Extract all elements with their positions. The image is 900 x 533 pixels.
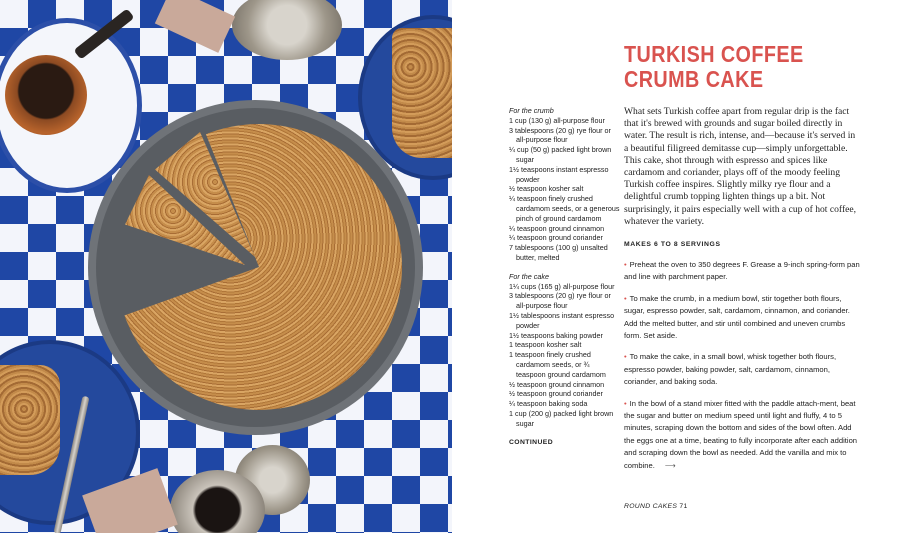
bullet-icon: • (624, 260, 627, 269)
ingredient-item: ¼ teaspoon ground coriander (509, 233, 603, 243)
ingredient-item: 1½ tablespoons instant espresso powder (509, 310, 615, 330)
step-1 (624, 259, 860, 284)
step-text: Preheat the oven to 350 degrees F. Grease a 9-inch spring-form pan and line with parchment paper. (624, 260, 860, 282)
ingredient-item: 1¼ cups (165 g) all-purpose flour (509, 281, 615, 291)
coffee-pot (5, 55, 87, 135)
bullet-icon: • (624, 352, 627, 362)
page-number: 71 (679, 503, 688, 510)
ingredient-item: 1 cup (200 g) packed light brown sugar (509, 408, 614, 428)
recipe-page (452, 0, 900, 533)
bullet-icon: • (624, 293, 627, 303)
step-4 (624, 398, 860, 472)
ingredient-item: ¼ teaspoon finely crushed cardamom seeds, or a generous pinch of ground cardamom (509, 194, 620, 223)
cake-slice-top-right (392, 28, 452, 158)
method-steps (624, 259, 860, 481)
ingredient-item: 1 teaspoon finely crushed cardamom seeds, or ¾ teaspoon ground cardamom (509, 350, 606, 379)
crumb-heading: For the crumb (509, 106, 554, 115)
ingredient-item: ½ teaspoon ground coriander (509, 389, 603, 399)
recipe-title (624, 42, 804, 92)
ingredient-list (509, 106, 621, 447)
title-line-1: TURKISH COFFEE (624, 41, 804, 67)
ingredient-item: 3 tablespoons (20 g) rye flour or all-purpose flour (509, 125, 611, 145)
linen-napkin (155, 0, 235, 53)
section-name: ROUND CAKES (624, 503, 678, 510)
cake-heading: For the cake (509, 271, 549, 281)
continue-arrow-icon: ⟶ (664, 460, 676, 470)
step-text: In the bowl of a stand mixer fitted with the paddle attach-ment, beat the sugar and butter on medium speed until light and fluffy, 4 to 5 minutes, scraping down the bottom and sides of the bowl often. Add the eggs one at a time, beating to fully incorporate after each addition and scraping down the bowl as needed. Add the vanilla and mix to combine. (624, 398, 858, 470)
cake-slice-bottom-left (0, 365, 60, 475)
step-2 (624, 293, 860, 343)
silver-cup-top (232, 0, 342, 60)
step-text: To make the cake, in a small bowl, whisk together both flours, espresso powder, baking powder, salt, cardamom, cinnamon, coriander, and baking soda. (624, 352, 837, 387)
ingredient-item: 1½ teaspoons instant espresso powder (509, 164, 609, 184)
step-3 (624, 351, 860, 388)
ingredient-item: 3 tablespoons (20 g) rye flour or all-purpose flour (509, 291, 611, 311)
servings: MAKES 6 TO 8 SERVINGS (624, 241, 721, 248)
bullet-icon: • (624, 398, 627, 408)
ingredient-item: ½ teaspoon ground cinnamon (509, 379, 605, 389)
title-line-2: CRUMB CAKE (624, 66, 764, 92)
ingredient-item: ¼ cup (50 g) packed light brown sugar (509, 145, 612, 164)
ingredient-item: 1 teaspoon kosher salt (509, 340, 582, 350)
ingredient-item: 1 cup (130 g) all-purpose flour (509, 115, 605, 125)
ingredient-item: 7 tablespoons (100 g) unsalted butter, melted (509, 243, 608, 262)
ingredient-item: ½ teaspoon kosher salt (509, 184, 584, 194)
step-text: To make the crumb, in a medium bowl, stir together both flours, sugar, espresso powder, salt, cardamom, cinnamon, and coriander. Add the melted butter, and stir until combined and uneven crumbs form. Set aside. (624, 293, 850, 341)
ingredient-item: ¼ teaspoon ground cinnamon (509, 223, 605, 233)
recipe-intro: What sets Turkish coffee apart from regular drip is the fact that it's brewed with grounds and sugar boiled directly in water. The result is rich, intense, and—because it's served in a beautiful filigreed demitasse cup—simply unforgettable. This cake, shot through with espresso and spices like cardamom and coriander, plays off of the moody feeling Turkish coffee inspires. Slightly milky rye flour and a delightful crumb topping lighten things up a bit. Not surprisingly, it pairs especially well with a cup of hot coffee, whatever the variety. (624, 106, 857, 227)
ingredient-item: 1½ teaspoons baking powder (509, 330, 603, 340)
page-footer (624, 503, 688, 510)
ingredient-item: ¼ teaspoon baking soda (509, 399, 588, 409)
continued-label: CONTINUED (509, 438, 554, 446)
